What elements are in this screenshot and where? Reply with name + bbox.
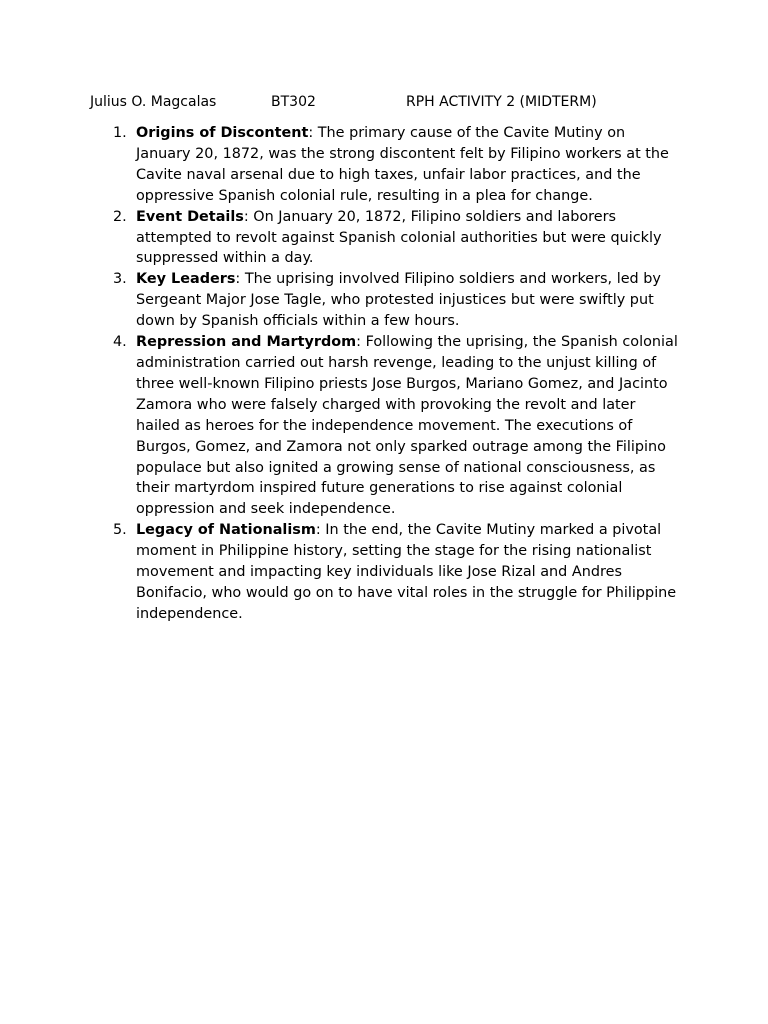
student-name: Julius O. Magcalas	[90, 94, 217, 110]
list-item	[105, 123, 680, 207]
item-text: : On January 20, 1872, Filipino soldiers and laborers attempted to revolt against Spanish colonial authorities but were quickly suppressed within a day.	[136, 208, 662, 267]
item-term: Legacy of Nationalism	[136, 522, 316, 539]
item-number: 4.	[113, 334, 127, 351]
course-code: BT302	[271, 94, 316, 110]
list-item	[105, 332, 680, 520]
item-number: 2.	[113, 208, 127, 225]
item-text: : Following the uprising, the Spanish colonial administration carried out harsh revenge, leading to the unjust killing of three well-known Filipino priests Jose Burgos, Mariano Gomez, and Jacinto Zamora who were falsely charged with provoking the revolt and later hailed as heroes for the independence movement. The executions of Burgos, Gomez, and Zamora not only sparked outrage among the Filipino populace but also ignited a growing sense of national consciousness, as their martyrdom inspired future generations to rise against colonial oppression and seek independence.	[136, 334, 678, 518]
item-text: : The uprising involved Filipino soldiers and workers, led by Sergeant Major Jose Tagle, who protested injustices but were swiftly put down by Spanish officials within a few hours.	[136, 271, 661, 330]
item-number: 5.	[113, 522, 127, 539]
item-text: : In the end, the Cavite Mutiny marked a pivotal moment in Philippine history, setting the stage for the rising nationalist movement and impacting key individuals like Jose Rizal and Andres Bonifacio, who would go on to have vital roles in the struggle for Philippine independence.	[136, 522, 677, 622]
item-text: : The primary cause of the Cavite Mutiny on January 20, 1872, was the strong discontent felt by Filipino workers at the Cavite naval arsenal due to high taxes, unfair labor practices, and the oppressive Spanish colonial rule, resulting in a plea for change.	[136, 125, 669, 204]
list-item	[105, 269, 680, 332]
item-term: Origins of Discontent	[136, 125, 309, 141]
item-term: Key Leaders	[136, 271, 236, 288]
numbered-list	[105, 123, 680, 625]
item-number: 3.	[113, 271, 127, 288]
list-item	[105, 207, 680, 270]
item-term: Event Details	[136, 208, 244, 225]
item-term: Repression and Martyrdom	[136, 334, 357, 351]
activity-title: RPH ACTIVITY 2 (MIDTERM)	[406, 94, 597, 110]
list-item	[105, 520, 680, 625]
item-number: 1.	[113, 125, 127, 141]
